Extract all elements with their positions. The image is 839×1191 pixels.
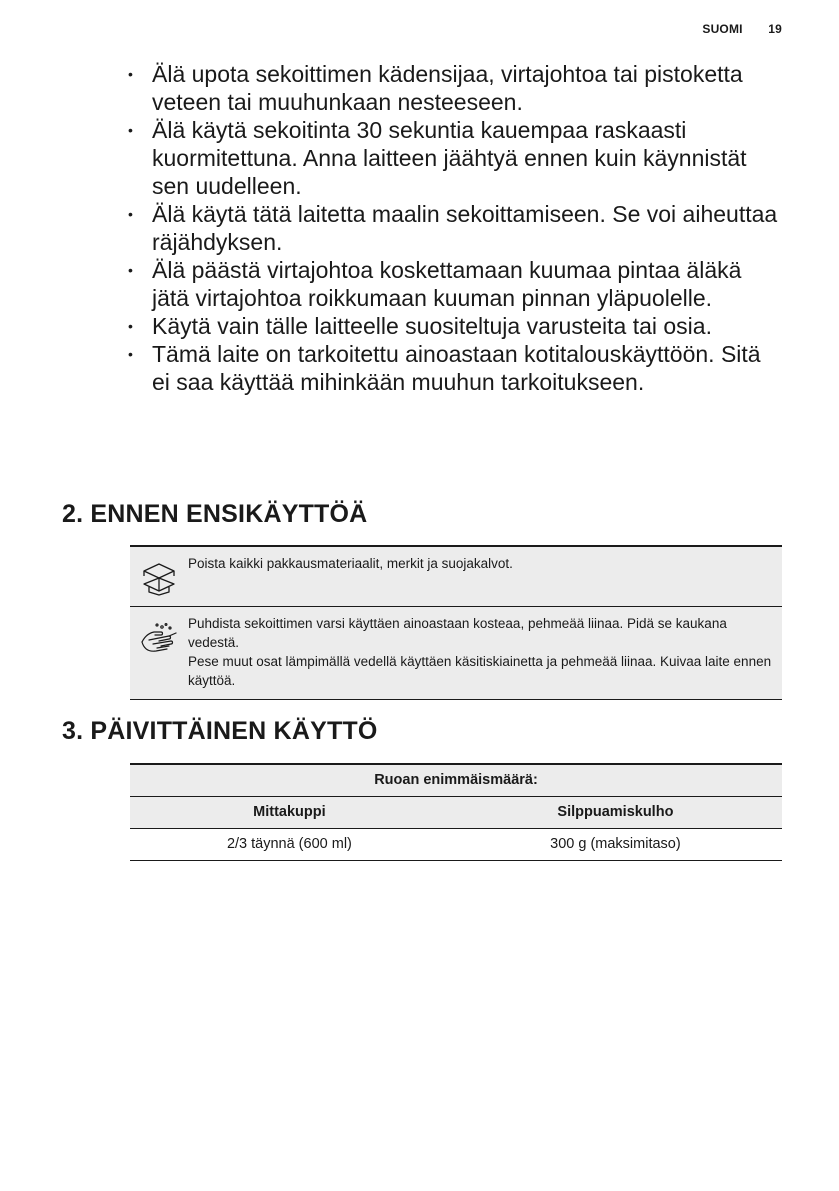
- bullet-dot: •: [128, 318, 133, 334]
- bullet-dot: •: [128, 262, 133, 278]
- bullet-dot: •: [128, 346, 133, 362]
- table-title: Ruoan enimmäismäärä:: [130, 764, 782, 796]
- info-row-cleaning: [130, 606, 782, 699]
- bullet-text: Tämä laite on tarkoitettu ainoastaan kotitalouskäyttöön. Sitä ei saa käyttää mihinkään muuhun tarkoitukseen.: [152, 341, 761, 395]
- cell-measuring-cup: 2/3 täynnä (600 ml): [130, 828, 449, 860]
- washing-hands-icon: [130, 614, 188, 690]
- package-icon: [130, 554, 188, 606]
- table-row: [130, 828, 782, 860]
- max-food-table: [130, 763, 782, 861]
- bullet-text: Älä päästä virtajohtoa koskettamaan kuumaa pintaa äläkä jätä virtajohtoa roikkumaan kuuman pinnan yläpuolelle.: [152, 257, 742, 311]
- before-first-use-box: [130, 545, 782, 700]
- info-line: Pese muut osat lämpimällä vedellä käyttäen käsitiskiainetta ja pehmeää liinaa. Kuivaa laite ennen käyttöä.: [188, 654, 772, 688]
- info-text-cleaning: [188, 614, 782, 690]
- list-item: [128, 200, 778, 256]
- bullet-dot: •: [128, 206, 133, 222]
- info-row-packaging: [130, 547, 782, 606]
- page-number: 19: [768, 22, 782, 36]
- page-header: [702, 22, 782, 36]
- cell-chopping-bowl: 300 g (maksimitaso): [449, 828, 782, 860]
- list-item: [128, 312, 778, 340]
- bullet-text: Älä käytä sekoitinta 30 sekuntia kauempaa raskaasti kuormitettuna. Anna laitteen jäähtyä ennen kuin käynnistät sen uudelleen.: [152, 117, 747, 199]
- info-text-packaging: [188, 554, 782, 606]
- bullet-dot: •: [128, 122, 133, 138]
- list-item: [128, 116, 778, 200]
- column-header-chopping-bowl: Silppuamiskulho: [449, 796, 782, 828]
- header-language: SUOMI: [702, 22, 743, 36]
- bullet-text: Älä käytä tätä laitetta maalin sekoittamiseen. Se voi aiheuttaa räjähdyksen.: [152, 201, 778, 255]
- bullet-dot: •: [128, 66, 133, 82]
- bullet-text: Älä upota sekoittimen kädensijaa, virtajohtoa tai pistoketta veteen tai muuhunkaan nesteeseen.: [152, 61, 743, 115]
- table-title-row: [130, 764, 782, 796]
- bullet-text: Käytä vain tälle laitteelle suositeltuja varusteita tai osia.: [152, 313, 712, 339]
- section-title-daily-use: 3. PÄIVITTÄINEN KÄYTTÖ: [62, 717, 378, 745]
- section-title-before-first-use: 2. ENNEN ENSIKÄYTTÖÄ: [62, 500, 368, 528]
- table-header-row: [130, 796, 782, 828]
- list-item: [128, 256, 778, 312]
- info-line: Puhdista sekoittimen varsi käyttäen ainoastaan kosteaa, pehmeää liinaa. Pidä se kaukana vedestä.: [188, 616, 727, 650]
- safety-bullet-list: [128, 60, 778, 396]
- list-item: [128, 60, 778, 116]
- info-line: Poista kaikki pakkausmateriaalit, merkit ja suojakalvot.: [188, 556, 513, 571]
- column-header-measuring-cup: Mittakuppi: [130, 796, 449, 828]
- list-item: [128, 340, 778, 396]
